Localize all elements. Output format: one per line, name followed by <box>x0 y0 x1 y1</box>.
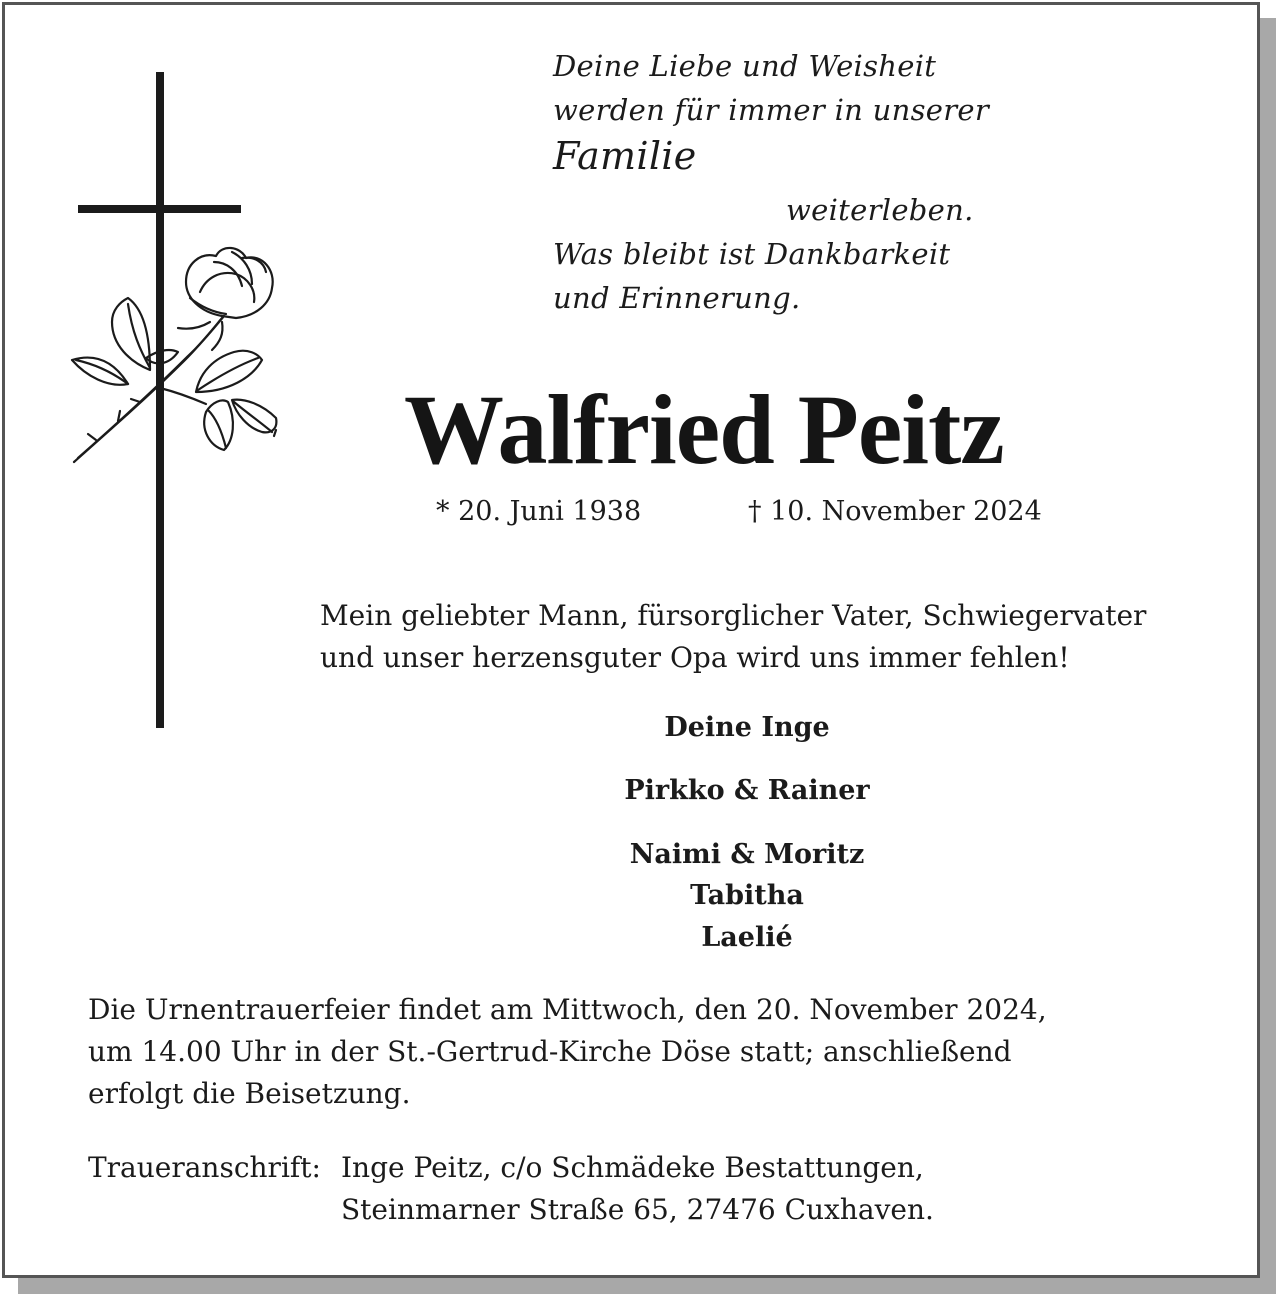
tribute-line-1: Mein geliebter Mann, fürsorglicher Vater, Schwiegervater <box>320 599 1147 632</box>
death-date: † 10. November 2024 <box>748 496 1042 527</box>
poem-line-5: Was bleibt ist Dankbarkeit <box>553 237 951 271</box>
signature-line-3: Naimi & Moritz <box>629 839 865 870</box>
ceremony-line-1: Die Urnentrauerfeier findet am Mittwoch, den 20. November 2024, <box>88 993 1047 1026</box>
signature-line-5: Laelié <box>701 922 793 953</box>
rose-icon <box>72 248 276 462</box>
signature-line-2: Pirkko & Rainer <box>624 775 870 806</box>
poem-line-2: werden für immer in unserer <box>553 93 990 127</box>
ceremony-line-2: um 14.00 Uhr in der St.-Gertrud-Kirche Döse statt; anschließend <box>88 1035 1012 1068</box>
poem-line-1: Deine Liebe und Weisheit <box>553 49 937 83</box>
poem-line-6: und Erinnerung. <box>553 281 801 315</box>
cross-icon <box>78 72 241 728</box>
birth-date: * 20. Juni 1938 <box>436 496 642 527</box>
tribute-line-2: und unser herzensguter Opa wird uns immer fehlen! <box>320 641 1070 674</box>
address-line-2: Steinmarner Straße 65, 27476 Cuxhaven. <box>341 1193 934 1226</box>
address-line-1: Inge Peitz, c/o Schmädeke Bestattungen, <box>341 1151 924 1184</box>
signature-line-4: Tabitha <box>690 880 804 911</box>
ceremony-line-3: erfolgt die Beisetzung. <box>88 1077 411 1110</box>
poem-line-3: Familie <box>553 134 697 178</box>
address-label: Traueranschrift: <box>88 1151 321 1184</box>
signature-line-1: Deine Inge <box>664 712 830 743</box>
deceased-name: Walfried Peitz <box>404 374 1004 485</box>
poem-line-4: weiterleben. <box>786 193 974 227</box>
